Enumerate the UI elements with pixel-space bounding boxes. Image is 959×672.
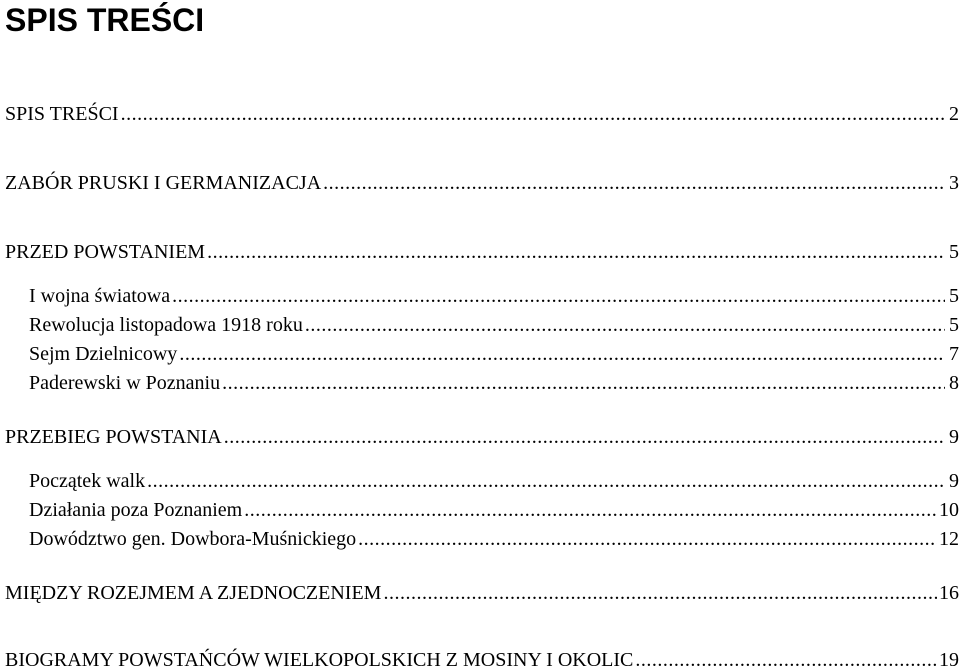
- toc-page-number: 3: [949, 172, 959, 194]
- toc-entry-dzialania-poza-poznaniem[interactable]: [29, 498, 959, 522]
- toc-entry-przebieg-powstania[interactable]: [5, 425, 959, 449]
- toc-page-number: 16: [939, 582, 959, 604]
- toc-dot-leader: [635, 648, 937, 672]
- toc-entry-spis-tresci[interactable]: [5, 102, 959, 126]
- toc-dot-leader: [179, 342, 945, 366]
- toc-entry-title: Sejm Dzielnicowy: [29, 343, 178, 365]
- toc-entry-przed-powstaniem[interactable]: [5, 240, 959, 264]
- toc-entry-title: ZABÓR PRUSKI I GERMANIZACJA: [5, 172, 322, 194]
- toc-entry-title: Paderewski w Poznaniu: [29, 372, 221, 394]
- toc-entry-title: I wojna światowa: [29, 285, 171, 307]
- toc-entry-title: Rewolucja listopadowa 1918 roku: [29, 314, 303, 336]
- toc-page-number: 10: [939, 499, 959, 521]
- toc-dot-leader: [323, 171, 945, 195]
- toc-page-number: 7: [949, 343, 959, 365]
- toc-entry-rewolucja-listopadowa[interactable]: [29, 313, 959, 337]
- toc-entry-sejm-dzielnicowy[interactable]: [29, 342, 959, 366]
- toc-entry-title: Początek walk: [29, 470, 146, 492]
- toc-entry-poczatek-walk[interactable]: [29, 469, 959, 493]
- toc-dot-leader: [305, 313, 945, 337]
- toc-dot-leader: [383, 581, 937, 605]
- toc-entry-title: MIĘDZY ROZEJMEM A ZJEDNOCZENIEM: [5, 582, 382, 604]
- toc-entry-paderewski[interactable]: [29, 371, 959, 395]
- toc-dot-leader: [244, 498, 937, 522]
- toc-page-number: 2: [949, 103, 959, 125]
- page-title: SPIS TREŚCI: [5, 2, 205, 38]
- toc-dot-leader: [207, 240, 945, 264]
- toc-entry-title: PRZEBIEG POWSTANIA: [5, 426, 222, 448]
- toc-entry-biogramy[interactable]: [5, 648, 959, 672]
- toc-dot-leader: [172, 284, 945, 308]
- toc-entry-title: Dowództwo gen. Dowbora-Muśnickiego: [29, 528, 357, 550]
- toc-page-number: 5: [949, 314, 959, 336]
- toc-page-number: 9: [949, 470, 959, 492]
- toc-dot-leader: [121, 102, 945, 126]
- toc-entry-zabor-pruski[interactable]: [5, 171, 959, 195]
- toc-page-number: 9: [949, 426, 959, 448]
- toc-page-number: 8: [949, 372, 959, 394]
- toc-page-number: 5: [949, 285, 959, 307]
- toc-page-number: 12: [939, 528, 959, 550]
- toc-dot-leader: [224, 425, 945, 449]
- toc-page-number: 5: [949, 241, 959, 263]
- toc-entry-dowodztwo[interactable]: [29, 527, 959, 551]
- toc-entry-title: Działania poza Poznaniem: [29, 499, 243, 521]
- toc-entry-title: PRZED POWSTANIEM: [5, 241, 206, 263]
- toc-dot-leader: [358, 527, 937, 551]
- toc-entry-miedzy-rozejmem[interactable]: [5, 581, 959, 605]
- toc-entry-i-wojna-swiatowa[interactable]: [29, 284, 959, 308]
- toc-page-number: 19: [939, 649, 959, 671]
- toc-dot-leader: [147, 469, 945, 493]
- toc-dot-leader: [222, 371, 945, 395]
- toc-entry-title: BIOGRAMY POWSTAŃCÓW WIELKOPOLSKICH Z MOSINY I OKOLIC: [5, 649, 634, 671]
- toc-entry-title: SPIS TREŚCI: [5, 103, 119, 125]
